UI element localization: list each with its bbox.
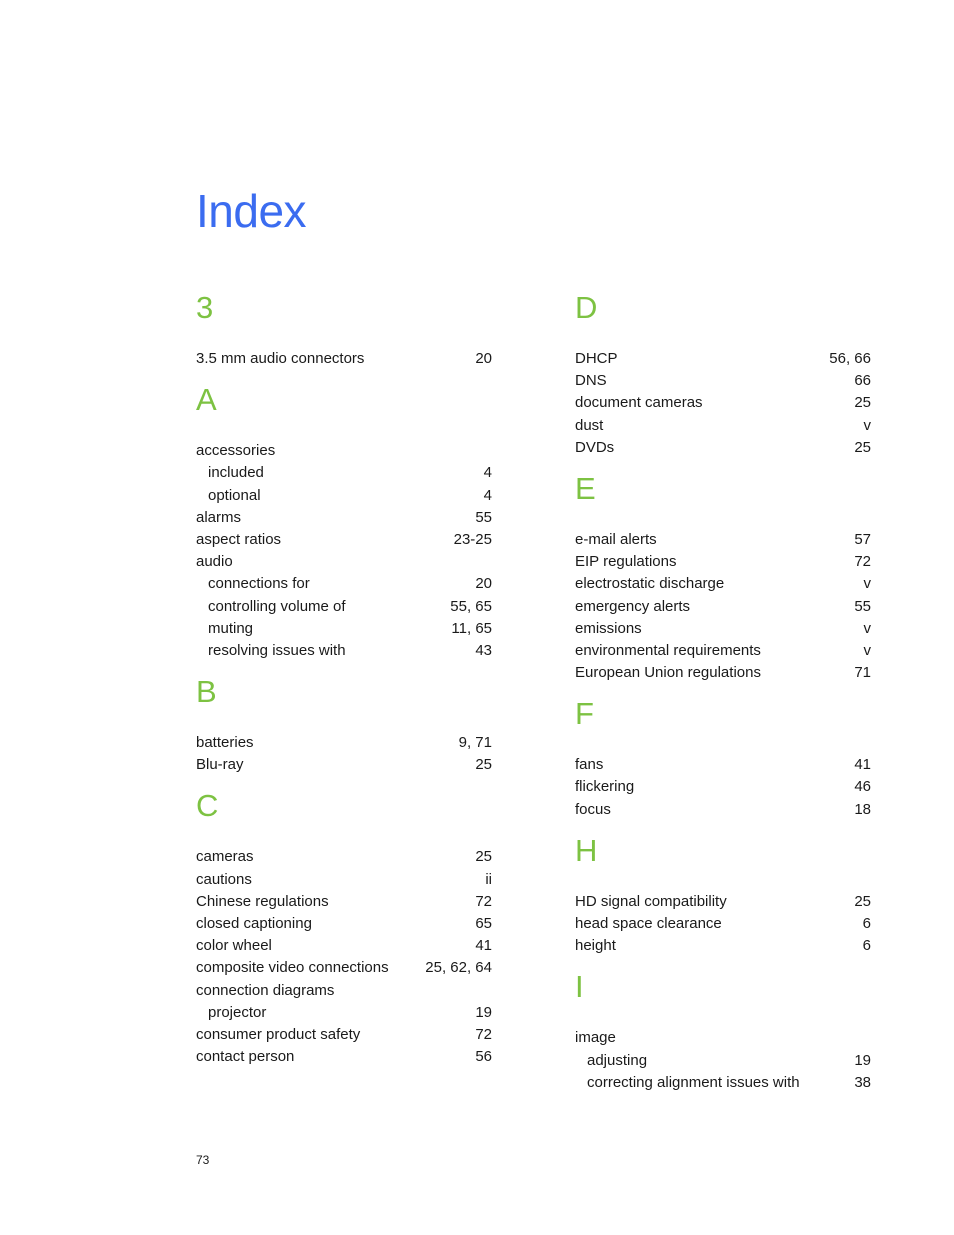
- index-column-right: [575, 290, 871, 1106]
- index-section: [196, 674, 492, 776]
- page-number: 73: [196, 1153, 210, 1167]
- index-subentry: [196, 573, 492, 595]
- index-subentry: [575, 1050, 871, 1072]
- page-title: Index: [196, 185, 307, 237]
- entry-pages: 4: [483, 464, 492, 482]
- index-entry: [196, 957, 492, 979]
- entry-pages: 46: [854, 778, 871, 796]
- entry-list: [575, 891, 871, 958]
- entry-pages: 25: [854, 394, 871, 412]
- entry-pages: 19: [475, 1003, 492, 1021]
- entry-term: DVDs: [575, 438, 615, 456]
- entry-pages: 55, 65: [450, 597, 492, 615]
- entry-pages: v: [863, 641, 871, 659]
- entry-pages: 23-25: [453, 530, 492, 548]
- index-entry: [575, 437, 871, 459]
- entry-list: [575, 1027, 871, 1094]
- entry-term: 3.5 mm audio connectors: [196, 350, 365, 367]
- entry-pages: 72: [475, 892, 492, 910]
- entry-pages: 6: [862, 915, 871, 932]
- entry-pages: v: [863, 619, 871, 637]
- index-entry: [575, 415, 871, 437]
- index-entry: [575, 348, 871, 370]
- index-entry: [575, 551, 871, 573]
- entry-term: contact person: [196, 1048, 295, 1066]
- entry-list: [196, 732, 492, 776]
- entry-term: cameras: [196, 848, 254, 866]
- entry-term: flickering: [575, 778, 635, 796]
- index-entry: [575, 370, 871, 392]
- entry-term: closed captioning: [196, 915, 312, 932]
- entry-term: DHCP: [575, 350, 618, 367]
- index-entry: [575, 754, 871, 776]
- entry-term: accessories: [196, 442, 276, 460]
- entry-pages: 55: [475, 508, 492, 526]
- entry-term: emissions: [575, 619, 642, 637]
- section-letter-e: E: [575, 470, 596, 506]
- entry-pages: 66: [854, 372, 871, 390]
- index-section: [575, 290, 871, 459]
- entry-pages: 20: [475, 575, 492, 593]
- index-section: [575, 696, 871, 821]
- entry-term: document cameras: [575, 394, 703, 412]
- index-subentry: [196, 485, 492, 507]
- index-entry: [575, 776, 871, 798]
- section-letter-3: 3: [196, 290, 214, 325]
- index-subentry: [575, 1072, 871, 1094]
- entry-term: adjusting: [587, 1051, 648, 1069]
- index-entry: [575, 662, 871, 684]
- entry-term: color wheel: [196, 937, 272, 955]
- entry-pages: 57: [854, 530, 871, 548]
- entry-pages: 71: [854, 664, 871, 682]
- entry-term: correcting alignment issues with: [587, 1073, 800, 1091]
- section-letter-b: B: [196, 674, 217, 710]
- section-letter-i: I: [575, 969, 584, 1005]
- entry-list: [196, 348, 492, 370]
- index-entry: [196, 551, 492, 573]
- entry-pages: 25: [854, 438, 871, 456]
- index-entry: [196, 348, 492, 370]
- entry-pages: 38: [854, 1073, 871, 1091]
- index-subentry: [196, 596, 492, 618]
- entry-pages: 56, 66: [829, 350, 871, 367]
- index-entry: [575, 529, 871, 551]
- entry-pages: 43: [475, 641, 492, 659]
- entry-pages: 11, 65: [451, 619, 492, 637]
- index-entry: [196, 732, 492, 754]
- entry-pages: ii: [485, 870, 492, 888]
- entry-pages: v: [863, 416, 871, 434]
- index-entry: [575, 640, 871, 662]
- entry-term: muting: [208, 619, 254, 637]
- index-section: [575, 833, 871, 958]
- index-column-left: [196, 290, 492, 1080]
- index-entry: [575, 913, 871, 935]
- entry-term: European Union regulations: [575, 664, 761, 682]
- entry-list: [575, 348, 871, 459]
- entry-pages: 72: [854, 553, 871, 571]
- entry-pages: v: [863, 575, 871, 593]
- entry-pages: 65: [475, 915, 492, 932]
- index-entry: [196, 440, 492, 462]
- entry-term: batteries: [196, 734, 254, 752]
- section-letter-f: F: [575, 696, 594, 732]
- index-entry: [196, 935, 492, 957]
- entry-term: image: [575, 1029, 616, 1047]
- entry-term: environmental requirements: [575, 641, 761, 659]
- index-section: [196, 788, 492, 1068]
- entry-term: EIP regulations: [575, 553, 677, 571]
- entry-term: dust: [575, 416, 604, 434]
- section-letter-h: H: [575, 832, 598, 868]
- entry-term: aspect ratios: [196, 530, 282, 548]
- index-entry: [196, 846, 492, 868]
- entry-pages: 6: [862, 937, 871, 955]
- index-entry: [196, 869, 492, 891]
- entry-pages: 4: [483, 486, 492, 504]
- entry-pages: 20: [475, 350, 492, 367]
- entry-pages: 41: [475, 937, 492, 955]
- entry-term: controlling volume of: [208, 597, 346, 615]
- entry-pages: 25, 62, 64: [425, 959, 492, 977]
- index-entry: [196, 754, 492, 776]
- index-subentry: [196, 1002, 492, 1024]
- index-section: [575, 969, 871, 1094]
- section-letter-d: D: [575, 290, 598, 325]
- index-entry: [575, 891, 871, 913]
- entry-term: Chinese regulations: [196, 892, 329, 910]
- index-entry: [196, 913, 492, 935]
- index-entry: [196, 980, 492, 1002]
- entry-term: resolving issues with: [208, 641, 346, 659]
- index-entry: [575, 1027, 871, 1049]
- entry-term: composite video connections: [196, 959, 389, 977]
- entry-pages: 72: [475, 1025, 492, 1043]
- entry-pages: 25: [475, 756, 492, 774]
- entry-term: alarms: [196, 508, 242, 526]
- index-entry: [196, 1024, 492, 1046]
- entry-pages: 55: [854, 597, 871, 615]
- index-entry: [196, 529, 492, 551]
- index-section: [575, 471, 871, 684]
- entry-term: emergency alerts: [575, 597, 691, 615]
- entry-pages: 41: [854, 756, 871, 774]
- entry-pages: 25: [475, 848, 492, 866]
- entry-term: audio: [196, 553, 233, 571]
- entry-term: DNS: [575, 372, 607, 390]
- index-entry: [575, 799, 871, 821]
- index-entry: [575, 573, 871, 595]
- entry-pages: 25: [854, 892, 871, 910]
- entry-list: [575, 754, 871, 821]
- index-entry: [575, 392, 871, 414]
- entry-term: included: [208, 464, 264, 482]
- entry-term: optional: [208, 486, 261, 504]
- entry-term: electrostatic discharge: [575, 575, 725, 593]
- entry-term: fans: [575, 756, 604, 774]
- entry-pages: 18: [854, 800, 871, 818]
- entry-list: [575, 529, 871, 684]
- index-section: [196, 382, 492, 662]
- entry-term: HD signal compatibility: [575, 892, 727, 910]
- entry-term: focus: [575, 800, 611, 818]
- section-letter-c: C: [196, 788, 219, 824]
- entry-pages: 9, 71: [458, 734, 492, 752]
- entry-list: [196, 846, 492, 1068]
- entry-pages: 56: [475, 1048, 492, 1066]
- entry-term: consumer product safety: [196, 1025, 361, 1043]
- entry-term: height: [575, 937, 616, 955]
- section-letter-a: A: [196, 382, 217, 418]
- entry-term: head space clearance: [575, 915, 722, 932]
- entry-list: [196, 440, 492, 662]
- entry-term: e-mail alerts: [575, 530, 657, 548]
- entry-term: connection diagrams: [196, 981, 335, 999]
- index-entry: [575, 618, 871, 640]
- index-entry: [196, 1046, 492, 1068]
- entry-term: connections for: [208, 575, 310, 593]
- index-entry: [575, 935, 871, 957]
- entry-term: Blu-ray: [196, 756, 244, 774]
- index-subentry: [196, 462, 492, 484]
- entry-term: projector: [208, 1003, 267, 1021]
- index-entry: [196, 507, 492, 529]
- entry-pages: 19: [854, 1051, 871, 1069]
- index-entry: [196, 891, 492, 913]
- index-section: [196, 290, 492, 370]
- index-subentry: [196, 618, 492, 640]
- index-subentry: [196, 640, 492, 662]
- entry-term: cautions: [196, 870, 252, 888]
- index-entry: [575, 596, 871, 618]
